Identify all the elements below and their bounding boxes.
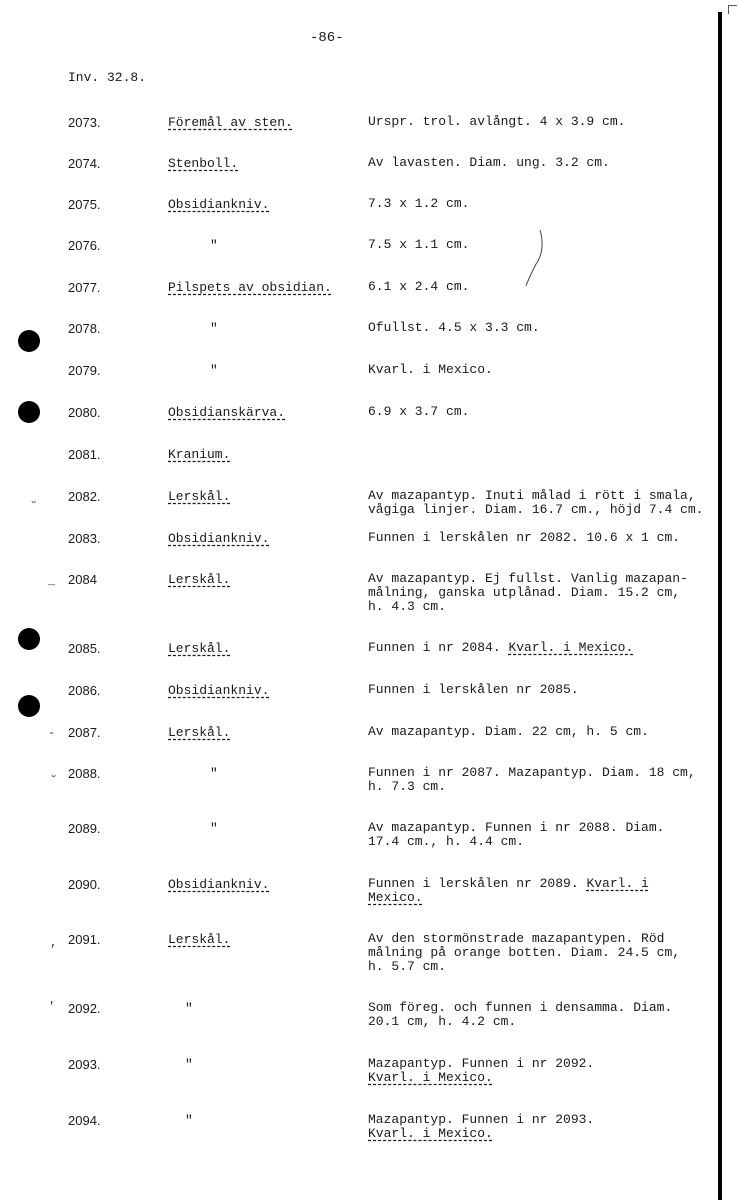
entry-number: 2081.	[68, 447, 101, 462]
pencil-bracket-mark	[520, 228, 550, 288]
entry-number: 2089.	[68, 821, 101, 836]
description-text: Funnen i nr 2084.	[368, 640, 509, 655]
entry-number: 2077.	[68, 280, 101, 295]
entry-item: Lerskål.	[168, 725, 231, 740]
entry-item: Obsidianskärva.	[168, 405, 286, 420]
entry-number: 2088.	[68, 766, 101, 781]
margin-mark: ᵕ	[50, 770, 58, 784]
entry-item: Obsidiankniv.	[168, 197, 270, 212]
punch-hole	[18, 401, 40, 423]
entry-description: Av mazapantyp. Inuti målad i rött i smala, vågiga linjer. Diam. 16.7 cm., höjd 7.4 cm.	[368, 488, 704, 517]
entry-item: Lerskål.	[168, 932, 231, 947]
entry-description	[368, 1057, 736, 1085]
description-text: Mazapantyp. Funnen i nr 2093.	[368, 1112, 595, 1127]
entry-description: Som föreg. och funnen i densamma. Diam. 20.1 cm, h. 4.2 cm.	[368, 1000, 673, 1029]
description-text: Mazapantyp. Funnen i nr 2092.	[368, 1056, 595, 1071]
entry-item: Pilspets av obsidian.	[168, 280, 332, 295]
entry-description: Av mazapantyp. Funnen i nr 2088. Diam. 17.4 cm., h. 4.4 cm.	[368, 820, 665, 849]
entry-number: 2074.	[68, 156, 101, 171]
ditto-mark: "	[210, 238, 218, 253]
entry-description: Funnen i lerskålen nr 2085.	[368, 682, 579, 697]
entry-description: Kvarl. i Mexico.	[368, 362, 493, 377]
entry-item: Lerskål.	[168, 572, 231, 587]
entry-description	[368, 877, 736, 905]
entry-number: 2094.	[68, 1113, 101, 1128]
punch-hole	[18, 695, 40, 717]
page-number: -86-	[310, 30, 344, 46]
entry-description: Urspr. trol. avlångt. 4 x 3.9 cm.	[368, 114, 626, 129]
ditto-mark: "	[210, 821, 218, 836]
entry-description: Av mazapantyp. Ej fullst. Vanlig mazapan- målning, ganska utplånad. Diam. 15.2 cm, h. 4.3 cm.	[368, 571, 688, 614]
entry-number: 2080.	[68, 405, 101, 420]
ditto-mark: "	[210, 766, 218, 781]
entry-item: Kranium.	[168, 447, 231, 462]
entry-number: 2090.	[68, 877, 101, 892]
entry-number: 2079.	[68, 363, 101, 378]
entry-item: Obsidiankniv.	[168, 877, 270, 892]
entry-description: 7.5 x 1.1 cm.	[368, 237, 470, 252]
margin-mark: '	[48, 1000, 56, 1014]
punch-hole	[18, 330, 40, 352]
entry-number: 2086.	[68, 683, 101, 698]
ditto-mark: "	[185, 1001, 193, 1016]
entry-description: 7.3 x 1.2 cm.	[368, 196, 470, 211]
entry-item: Stenboll.	[168, 156, 239, 171]
entry-item: Lerskål.	[168, 641, 231, 656]
entry-description	[368, 1113, 736, 1141]
entry-item: Obsidiankniv.	[168, 683, 270, 698]
inventory-label: Inv. 32.8.	[68, 70, 147, 85]
entry-description: 6.1 x 2.4 cm.	[368, 279, 470, 294]
entry-item: Föremål av sten.	[168, 115, 293, 130]
entry-description: Av den stormönstrade mazapantypen. Röd målning på orange botten. Diam. 24.5 cm, h. 5.7 cm.	[368, 931, 681, 974]
entry-number: 2083.	[68, 531, 101, 546]
kvarl-note: Kvarl. i Mexico.	[508, 640, 634, 655]
entry-number: 2085.	[68, 641, 101, 656]
entry-number: 2073.	[68, 115, 101, 130]
kvarl-note: Kvarl. i Mexico.	[368, 1126, 493, 1141]
margin-mark: ᵕ	[30, 496, 38, 510]
entry-item: Lerskål.	[168, 489, 231, 504]
margin-mark: _	[48, 574, 56, 588]
entry-number: 2092.	[68, 1001, 101, 1016]
ditto-mark: "	[185, 1057, 193, 1072]
punch-hole	[18, 628, 40, 650]
entry-description: Funnen i nr 2087. Mazapantyp. Diam. 18 cm, h. 7.3 cm.	[368, 765, 696, 794]
ditto-mark: "	[185, 1113, 193, 1128]
entry-description: Av lavasten. Diam. ung. 3.2 cm.	[368, 155, 610, 170]
entry-number: 2093.	[68, 1057, 101, 1072]
entry-number: 2084	[68, 572, 97, 587]
entry-number: 2087.	[68, 725, 101, 740]
description-text: Funnen i lerskålen nr 2089.	[368, 876, 587, 891]
entry-item: Obsidiankniv.	[168, 531, 270, 546]
entry-description: Funnen i lerskålen nr 2082. 10.6 x 1 cm.	[368, 530, 681, 545]
entry-number: 2076.	[68, 238, 101, 253]
kvarl-note: Kvarl. i Mexico.	[368, 876, 649, 905]
entry-description: Ofullst. 4.5 x 3.3 cm.	[368, 320, 540, 335]
ditto-mark: "	[210, 321, 218, 336]
entry-number: 2078.	[68, 321, 101, 336]
corner-mark	[728, 5, 737, 14]
ditto-mark: "	[210, 363, 218, 378]
entry-number: 2082.	[68, 489, 101, 504]
margin-mark: ,	[50, 936, 58, 950]
kvarl-note: Kvarl. i Mexico.	[368, 1070, 493, 1085]
entry-description	[368, 641, 736, 655]
margin-mark: -	[48, 726, 56, 740]
entry-description: 6.9 x 3.7 cm.	[368, 404, 470, 419]
entry-number: 2091.	[68, 932, 101, 947]
entry-number: 2075.	[68, 197, 101, 212]
entry-description: Av mazapantyp. Diam. 22 cm, h. 5 cm.	[368, 724, 649, 739]
